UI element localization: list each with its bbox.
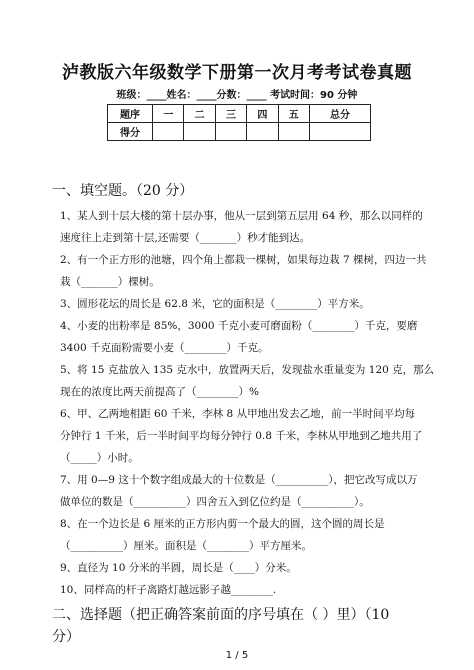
score-table-score-row: [108, 123, 371, 141]
question-line: 栽（_______）棵树。: [60, 276, 160, 288]
question-line: 3、圆形花坛的周长是 62.8 米，它的面积是（________）平方米。: [60, 298, 370, 310]
student-info-line: 班级：____姓名：____分数：____ 考试时间：90 分钟: [116, 90, 358, 101]
score-header-cell: 二: [184, 105, 215, 123]
score-header-cell: 四: [247, 105, 278, 123]
question-line: 6、甲、乙两地相距 60 千米，李林 8 从甲地出发去乙地，前一半时间平均每: [60, 408, 416, 420]
score-header-cell: 总分: [310, 105, 371, 123]
score-cell: [215, 123, 246, 141]
question-line: （_____）小时。: [60, 452, 139, 464]
score-row-label: 得分: [108, 123, 153, 141]
score-cell: [278, 123, 309, 141]
score-cell: [247, 123, 278, 141]
question-line: 8、在一个边长是 6 厘米的正方形内剪一个最大的圆，这个圆的周长是: [60, 518, 385, 530]
question-line: 做单位的数是（__________）四舍五入到亿位约是（__________）。: [60, 496, 370, 508]
score-cell: [153, 123, 184, 141]
score-header-cell: 五: [278, 105, 309, 123]
score-header-cell: 一: [153, 105, 184, 123]
question-line: （__________）厘米。面积是（________）平方厘米。: [60, 540, 312, 552]
page-title: 泸教版六年级数学下册第一次月考考试卷真题: [62, 63, 412, 83]
section1-title: 一、填空题。（20 分）: [52, 183, 194, 199]
question-line: 10、同样高的杆子离路灯越远影子越________.: [60, 584, 277, 596]
score-table: [107, 104, 371, 141]
question-line: 速度往上走到第十层,还需要（_______）秒才能到达。: [60, 232, 311, 244]
section2-title: 二、选择题（把正确答案前面的序号填在（ ）里）（10: [52, 607, 390, 623]
question-line: 分钟行 1 千米，后一半时间平均每分钟行 0.8 千米，李林从甲地到乙地共用了: [60, 430, 423, 442]
question-line: 9、直径为 10 分米的半圆，周长是（____）分米。: [60, 562, 297, 574]
question-line: 现在的浓度比两天前提高了（________）%: [60, 386, 259, 398]
score-header-cell: 题序: [108, 105, 153, 123]
question-line: 3400 千克面粉需要小麦（________）千克。: [60, 342, 269, 354]
score-table-header-row: [108, 105, 371, 123]
section2-title-cont: 分）: [52, 629, 80, 645]
question-line: 2、有一个正方形的池塘，四个角上都栽一棵树，如果每边栽 7 棵树，四边一共: [60, 254, 427, 266]
question-line: 7、用 0—9 这十个数字组成最大的十位数是（__________），把它改写成以万: [60, 474, 418, 486]
question-line: 1、某人到十层大楼的第十层办事，他从一层到第五层用 64 秒，那么以同样的: [60, 210, 423, 222]
score-header-cell: 三: [215, 105, 246, 123]
question-line: 5、将 15 克盐放入 135 克水中，放置两天后，发现盐水重量变为 120 克，那么: [60, 364, 435, 376]
page-number: 1 / 5: [225, 650, 249, 661]
score-cell: [310, 123, 371, 141]
score-cell: [184, 123, 215, 141]
question-line: 4、小麦的出粉率是 85%，3000 千克小麦可磨面粉（________）千克，要磨: [60, 320, 418, 332]
